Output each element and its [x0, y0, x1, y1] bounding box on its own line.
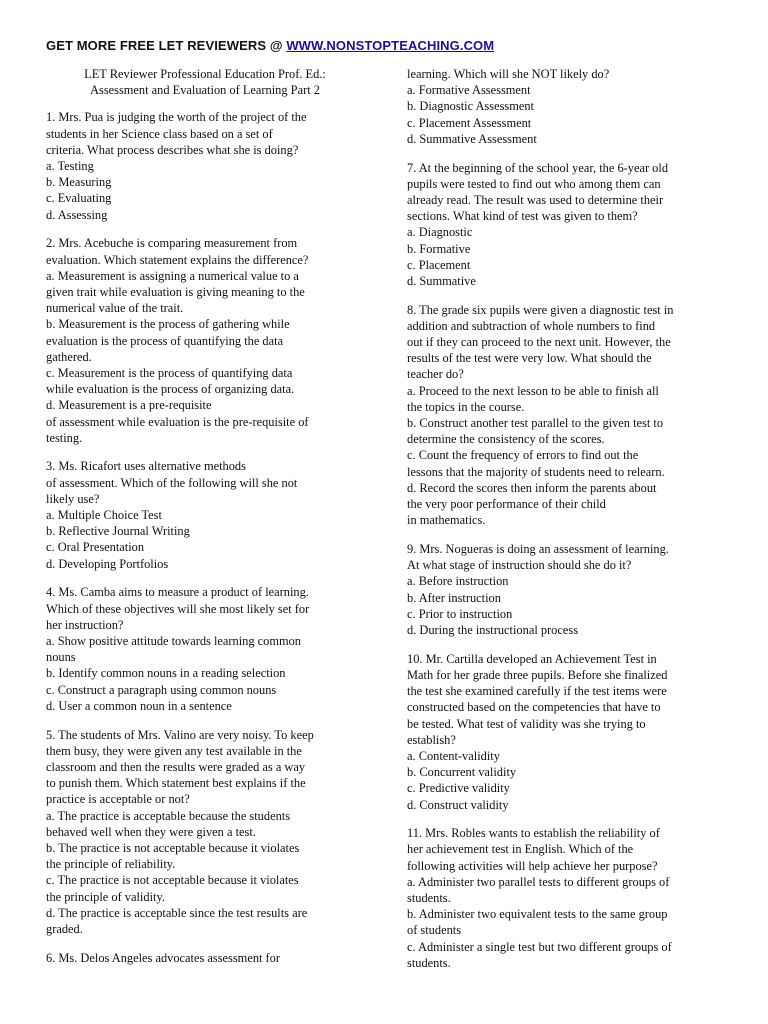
text-line: c. Oral Presentation: [46, 540, 145, 555]
text-line: the principle of validity.: [46, 889, 165, 904]
text-line: b. Concurrent validity: [407, 765, 517, 780]
right-column: [407, 66, 725, 984]
text-line: numerical value of the trait.: [46, 301, 184, 316]
title-line-1: LET Reviewer Professional Education Prof. Ed.:: [84, 67, 326, 81]
text-line: be tested. What test of validity was she trying to: [407, 716, 646, 731]
text-line: 1. Mrs. Pua is judging the worth of the project of the: [46, 110, 307, 125]
text-line: 5. The students of Mrs. Valino are very noisy. To keep: [46, 727, 314, 742]
text-line: b. After instruction: [407, 590, 501, 605]
text-line: c. The practice is not acceptable because it violates: [46, 873, 299, 888]
text-line: d. During the instructional process: [407, 623, 579, 637]
text-line: sections. What kind of test was given to them?: [407, 209, 638, 224]
text-line: students.: [407, 891, 451, 906]
text-line: At what stage of instruction should she do it?: [407, 558, 632, 573]
text-line: d. Summative: [407, 273, 476, 288]
question-block: [46, 235, 364, 446]
text-line: d. User a common noun in a sentence: [46, 698, 232, 713]
text-line: b. Formative: [407, 241, 471, 256]
text-line: behaved well when they were given a test.: [46, 824, 256, 839]
question-block: [407, 160, 725, 290]
text-line: nouns: [46, 650, 76, 665]
text-line: addition and subtraction of whole numbers to find: [407, 318, 656, 333]
question-block: [46, 458, 364, 571]
text-line: establish?: [407, 732, 456, 747]
text-line: a. Multiple Choice Test: [46, 508, 162, 523]
text-line: evaluation is the process of quantifying the data: [46, 333, 284, 348]
question-block: [46, 727, 364, 938]
title-line-2: Assessment and Evaluation of Learning Part 2: [90, 83, 320, 98]
text-line: c. Measurement is the process of quantifying data: [46, 365, 293, 380]
question-block: [407, 651, 725, 813]
left-column: [46, 66, 364, 978]
text-line: b. The practice is not acceptable because it violates: [46, 840, 300, 855]
text-line: constructed based on the competencies that have to: [407, 700, 661, 715]
question-block: [46, 950, 364, 966]
text-line: 8. The grade six pupils were given a diagnostic test in: [407, 302, 674, 317]
text-line: c. Evaluating: [46, 191, 112, 206]
text-line: b. Administer two equivalent tests to the same group: [407, 907, 668, 922]
text-line: her instruction?: [46, 617, 124, 632]
text-line: c. Placement Assessment: [407, 115, 532, 130]
text-line: gathered.: [46, 349, 92, 364]
text-line: criteria. What process describes what she is doing?: [46, 142, 299, 157]
text-line: determine the consistency of the scores.: [407, 432, 605, 447]
text-line: students in her Science class based on a set of: [46, 126, 273, 141]
text-line: pupils were tested to find out who among them can: [407, 176, 661, 191]
text-line: b. Measuring: [46, 175, 112, 190]
text-line: 2. Mrs. Acebuche is comparing measurement from: [46, 236, 298, 251]
text-line: d. Developing Portfolios: [46, 556, 169, 571]
text-line: 9. Mrs. Nogueras is doing an assessment of learning.: [407, 541, 669, 556]
text-line: Math for her grade three pupils. Before she finalized: [407, 667, 668, 682]
text-line: in mathematics.: [407, 513, 486, 528]
text-line: b. Construct another test parallel to the given test to: [407, 416, 664, 431]
text-line: a. Measurement is assigning a numerical value to a: [46, 268, 299, 283]
text-line: 6. Ms. Delos Angeles advocates assessment for: [46, 950, 280, 965]
document-title: [46, 66, 364, 98]
text-line: 4. Ms. Camba aims to measure a product of learning.: [46, 585, 309, 600]
text-line: a. Before instruction: [407, 574, 509, 589]
text-line: graded.: [46, 921, 83, 936]
text-line: of assessment. Which of the following will she not: [46, 475, 298, 490]
text-line: results of the test were very low. What should the: [407, 351, 652, 366]
question-block: [407, 541, 725, 638]
text-line: c. Placement: [407, 257, 471, 272]
text-line: likely use?: [46, 491, 100, 506]
text-line: a. Proceed to the next lesson to be able to finish all: [407, 383, 659, 398]
text-line: d. Record the scores then inform the parents about: [407, 480, 657, 495]
text-line: Which of these objectives will she most likely set for: [46, 601, 310, 616]
text-line: a. Testing: [46, 159, 94, 174]
text-line: classroom and then the results were graded as a way: [46, 759, 306, 774]
text-line: practice is acceptable or not?: [46, 792, 190, 807]
text-line: her achievement test in English. Which of the: [407, 842, 634, 857]
text-line: testing.: [46, 430, 83, 445]
text-line: given trait while evaluation is giving meaning to the: [46, 284, 305, 299]
text-line: teacher do?: [407, 367, 464, 382]
question-block: [407, 825, 725, 971]
question-block: [46, 109, 364, 222]
text-line: d. Assessing: [46, 207, 108, 222]
text-line: c. Prior to instruction: [407, 606, 513, 621]
website-link[interactable]: WWW.NONSTOPTEACHING.COM: [286, 38, 495, 53]
text-line: 7. At the beginning of the school year, the 6-year old: [407, 160, 669, 175]
text-line: 3. Ms. Ricafort uses alternative methods: [46, 459, 246, 474]
text-line: them busy, they were given any test available in the: [46, 743, 302, 758]
page-header: [46, 38, 494, 53]
text-line: d. Summative Assessment: [407, 131, 537, 146]
text-line: already read. The result was used to determine their: [407, 192, 664, 207]
header-prefix: GET MORE FREE LET REVIEWERS @: [46, 38, 287, 53]
text-line: students.: [407, 955, 451, 970]
text-line: c. Predictive validity: [407, 781, 510, 796]
question-block: [46, 584, 364, 714]
text-line: the test she examined carefully if the test items were: [407, 684, 667, 699]
question-block: [407, 66, 725, 147]
text-line: learning. Which will she NOT likely do?: [407, 67, 610, 81]
text-line: d. Measurement is a pre-requisite: [46, 398, 212, 413]
text-line: following activities will help achieve her purpose?: [407, 858, 658, 873]
text-line: out if they can proceed to the next unit. However, the: [407, 335, 671, 350]
text-line: b. Reflective Journal Writing: [46, 524, 190, 539]
text-line: a. Content-validity: [407, 748, 500, 763]
text-line: c. Construct a paragraph using common nouns: [46, 682, 277, 697]
text-line: the very poor performance of their child: [407, 497, 606, 512]
text-line: evaluation. Which statement explains the difference?: [46, 252, 309, 267]
text-line: a. The practice is acceptable because the students: [46, 808, 291, 823]
text-line: lessons that the majority of students need to relearn.: [407, 464, 665, 479]
text-line: of students: [407, 923, 462, 938]
text-line: 11. Mrs. Robles wants to establish the reliability of: [407, 826, 660, 841]
text-line: b. Diagnostic Assessment: [407, 99, 534, 114]
text-line: the topics in the course.: [407, 399, 525, 414]
text-line: a. Administer two parallel tests to different groups of: [407, 874, 670, 889]
text-line: b. Identify common nouns in a reading selection: [46, 666, 286, 681]
text-line: c. Count the frequency of errors to find out the: [407, 448, 639, 463]
text-line: a. Formative Assessment: [407, 83, 531, 98]
text-line: c. Administer a single test but two different groups of: [407, 939, 672, 954]
text-line: d. Construct validity: [407, 797, 509, 812]
text-line: of assessment while evaluation is the pre-requisite of: [46, 414, 309, 429]
question-block: [407, 302, 725, 529]
text-line: the principle of reliability.: [46, 857, 176, 872]
text-line: a. Diagnostic: [407, 225, 473, 240]
text-line: to punish them. Which statement best explains if the: [46, 776, 306, 791]
text-line: a. Show positive attitude towards learning common: [46, 634, 301, 648]
text-line: while evaluation is the process of organizing data.: [46, 382, 295, 397]
text-line: b. Measurement is the process of gathering while: [46, 317, 290, 332]
text-line: 10. Mr. Cartilla developed an Achievement Test in: [407, 651, 657, 666]
text-line: d. The practice is acceptable since the test results are: [46, 905, 308, 920]
